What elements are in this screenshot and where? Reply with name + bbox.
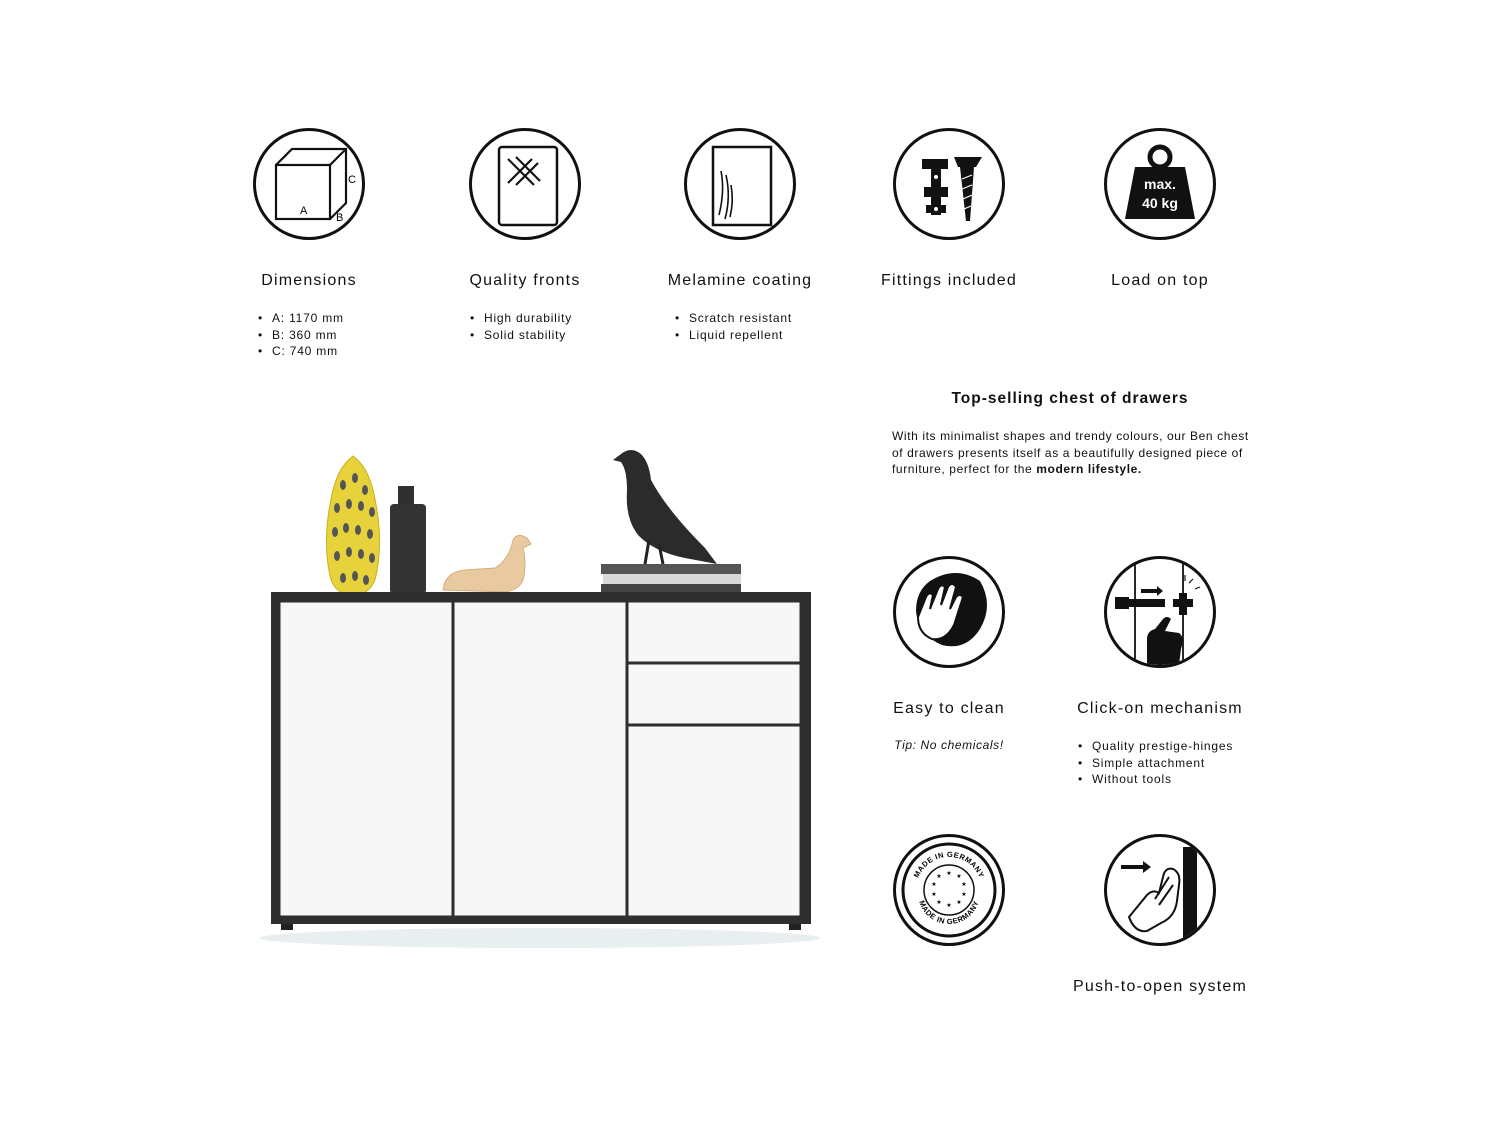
- middle-drawer: [628, 664, 800, 724]
- svg-text:★: ★: [961, 892, 967, 898]
- tip-text: Tip: No chemicals!: [894, 738, 1004, 752]
- wooden-bird: [443, 535, 531, 592]
- feature-made-in-germany: [834, 834, 1064, 946]
- feature-title: Quality fronts: [469, 272, 581, 289]
- middle-door: [454, 602, 626, 916]
- svg-text:A: A: [300, 205, 308, 217]
- left-door: [280, 602, 452, 916]
- dimensions-list: [258, 310, 344, 360]
- feature-title: Load on top: [1111, 272, 1209, 289]
- weight-icon: [1104, 128, 1216, 240]
- floor-shadow: [260, 928, 820, 948]
- promo-body-emphasis: modern lifestyle.: [1036, 462, 1142, 476]
- svg-text:★: ★: [956, 874, 962, 880]
- svg-text:★: ★: [956, 900, 962, 906]
- feature-title: Easy to clean: [893, 700, 1005, 717]
- list-item: • Solid stability: [470, 327, 572, 344]
- feature-melamine-coating: [625, 128, 855, 342]
- svg-text:40 kg: 40 kg: [1142, 195, 1178, 211]
- melamine-list: [675, 310, 792, 343]
- svg-text:★: ★: [946, 871, 952, 877]
- made-in-germany-seal-icon: [893, 834, 1005, 946]
- list-item: • A: 1170 mm: [258, 310, 344, 327]
- push-open-icon: [1104, 834, 1216, 946]
- product-image: [255, 440, 825, 960]
- hand-wipe-icon: [893, 556, 1005, 668]
- list-item: • Simple attachment: [1078, 755, 1233, 772]
- feature-push-to-open: [1045, 834, 1275, 995]
- svg-text:★: ★: [931, 882, 937, 888]
- feature-load-on-top: [1045, 128, 1275, 289]
- feature-title: Fittings included: [880, 272, 1018, 289]
- feature-title: Dimensions: [261, 272, 357, 289]
- list-item: • Quality prestige-hinges: [1078, 738, 1233, 755]
- feature-title: Melamine coating: [667, 272, 813, 289]
- yellow-vase: [326, 456, 379, 595]
- feature-title: Click-on mechanism: [1077, 700, 1243, 717]
- promo-body: [892, 428, 1262, 478]
- svg-text:★: ★: [961, 882, 967, 888]
- quality-fronts-list: [470, 310, 572, 343]
- svg-text:★: ★: [946, 903, 952, 909]
- click-on-list: [1078, 738, 1233, 788]
- chest-foot: [281, 924, 293, 930]
- list-item: • Liquid repellent: [675, 327, 792, 344]
- feature-title: Push-to-open system: [1073, 978, 1247, 995]
- feature-click-on-mechanism: [1045, 556, 1275, 786]
- feature-fittings-included: [834, 128, 1064, 289]
- board-x-icon: [469, 128, 581, 240]
- list-item: • C: 740 mm: [258, 343, 344, 360]
- svg-text:max.: max.: [1144, 176, 1176, 192]
- black-bird: [613, 450, 717, 564]
- svg-text:★: ★: [931, 892, 937, 898]
- scratch-board-icon: [684, 128, 796, 240]
- top-drawer: [628, 602, 800, 662]
- svg-text:C: C: [348, 174, 356, 186]
- list-item: • B: 360 mm: [258, 327, 344, 344]
- chest-foot: [789, 924, 801, 930]
- right-door: [628, 726, 800, 916]
- promo-title: Top-selling chest of drawers: [951, 390, 1189, 407]
- feature-quality-fronts: [410, 128, 640, 342]
- svg-text:★: ★: [936, 874, 942, 880]
- list-item: • High durability: [470, 310, 572, 327]
- feature-dimensions: [194, 128, 424, 358]
- feature-easy-to-clean: [834, 556, 1064, 752]
- books: [601, 564, 741, 592]
- list-item: • Scratch resistant: [675, 310, 792, 327]
- list-item: • Without tools: [1078, 771, 1233, 788]
- svg-text:MADE IN GERMANY: MADE IN GERMANY: [911, 849, 987, 880]
- svg-text:B: B: [336, 212, 344, 224]
- click-hinge-icon: [1104, 556, 1216, 668]
- box-dimensions-icon: [253, 128, 365, 240]
- svg-text:MADE IN GERMANY: MADE IN GERMANY: [917, 899, 981, 927]
- dark-bottle: [390, 486, 426, 594]
- promo-body-text: With its minimalist shapes and trendy colours, our Ben chest of drawers presents itself as a beautifully designed piece of furniture, perfect for the: [892, 429, 1249, 476]
- svg-text:★: ★: [936, 900, 942, 906]
- hinge-screw-icon: [893, 128, 1005, 240]
